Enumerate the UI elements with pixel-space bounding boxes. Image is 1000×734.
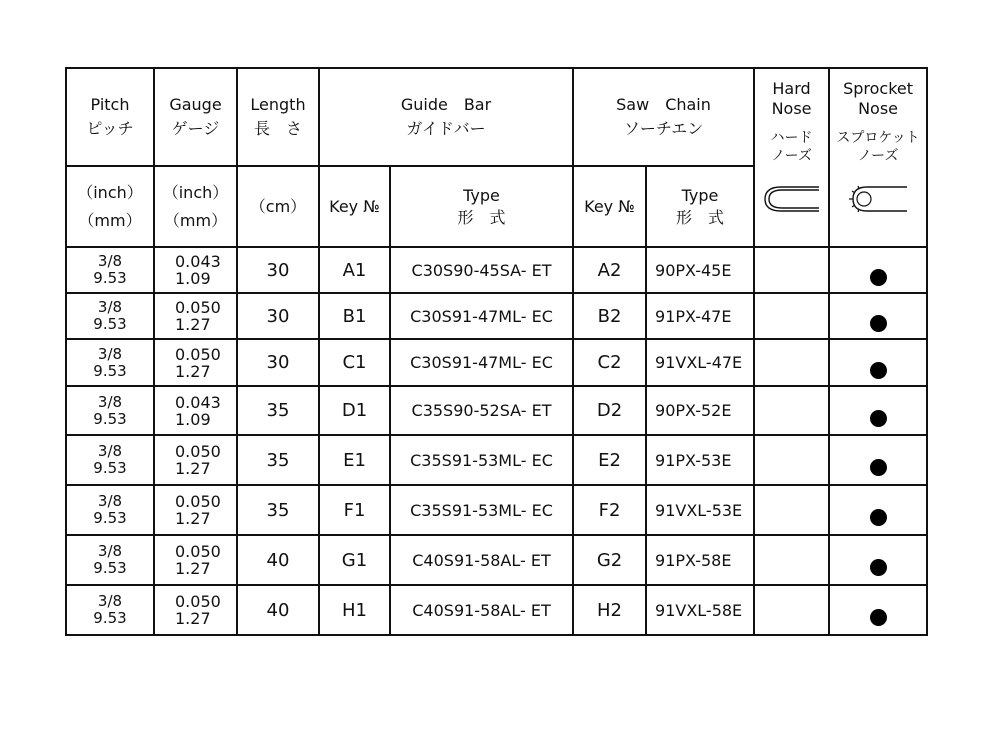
- gauge-units: [154, 166, 237, 247]
- gauge-mm: 1.27: [175, 459, 211, 478]
- pitch-mm: 9.53: [93, 361, 127, 380]
- length-cell: 35: [237, 386, 319, 435]
- hard-nose-cell: [754, 585, 829, 635]
- guide-bar-header-jp: ガイドバー: [406, 119, 486, 138]
- table-row: [66, 585, 927, 635]
- saw-chain-type: 91VXL-58E: [646, 585, 754, 635]
- saw-chain-type: 91PX-58E: [646, 535, 754, 585]
- gauge-cell: [154, 585, 237, 635]
- pitch-inch: 3/8: [97, 442, 123, 460]
- sprocket-nose-mark: [870, 509, 887, 526]
- pitch-cell: [66, 485, 154, 535]
- sprocket-nose-cell: [829, 535, 927, 585]
- pitch-unit-inch: （inch）: [77, 182, 143, 202]
- guide-bar-key: B1: [319, 293, 390, 339]
- length-header: [237, 68, 319, 166]
- pitch-cell: [66, 247, 154, 293]
- pitch-mm: 9.53: [93, 409, 127, 428]
- pitch-cell: [66, 386, 154, 435]
- saw-chain-key: A2: [573, 247, 646, 293]
- length-cell: 40: [237, 585, 319, 635]
- guide-bar-type: C30S90-45SA- ET: [390, 247, 573, 293]
- guide-bar-key: C1: [319, 339, 390, 386]
- guide-bar-key: E1: [319, 435, 390, 485]
- sprocket-nose-mark: [870, 559, 887, 576]
- guide-bar-key-header: [319, 166, 390, 247]
- gauge-mm: 1.27: [175, 315, 211, 334]
- table-body: [66, 247, 927, 635]
- gauge-mm: 1.27: [175, 509, 211, 528]
- gauge-mm: 1.27: [175, 559, 211, 578]
- gauge-cell: [154, 247, 237, 293]
- saw-chain-key: G2: [573, 535, 646, 585]
- length-header-en: Length: [250, 95, 306, 114]
- gauge-header-jp: ゲージ: [171, 119, 220, 138]
- sprocket-nose-header: [829, 68, 927, 247]
- hard-nose-header: [754, 68, 829, 247]
- gauge-mm: 1.09: [175, 409, 211, 429]
- saw-chain-type-jp: 形 式: [676, 207, 725, 227]
- pitch-cell: [66, 585, 154, 635]
- saw-chain-header-en: Saw Chain: [616, 95, 711, 114]
- sprocket-nose-mark: [870, 459, 887, 476]
- guide-bar-type: C40S91-58AL- ET: [390, 535, 573, 585]
- saw-chain-key: C2: [573, 339, 646, 386]
- pitch-cell: [66, 535, 154, 585]
- gauge-inch: 0.043: [175, 392, 221, 412]
- guide-bar-header: [319, 68, 573, 166]
- pitch-mm: 9.53: [93, 609, 127, 627]
- guide-bar-key: F1: [319, 485, 390, 535]
- length-cell: 30: [237, 339, 319, 386]
- sprocket-nose-jp2: ノーズ: [857, 148, 899, 164]
- hard-nose-cell: [754, 339, 829, 386]
- length-cell: 35: [237, 485, 319, 535]
- gauge-inch: 0.050: [175, 442, 221, 461]
- sprocket-nose-en2: Nose: [858, 99, 898, 118]
- length-unit-cm: （cm）: [249, 196, 307, 216]
- sprocket-nose-cell: [829, 339, 927, 386]
- pitch-unit-mm: （mm）: [78, 210, 142, 230]
- saw-chain-header: [573, 68, 754, 166]
- saw-chain-type-header: [646, 166, 754, 247]
- hard-nose-cell: [754, 435, 829, 485]
- length-units: [237, 166, 319, 247]
- sprocket-nose-cell: [829, 293, 927, 339]
- gauge-inch: 0.050: [175, 492, 221, 511]
- sprocket-nose-icon: [845, 179, 911, 219]
- saw-chain-type: 90PX-52E: [646, 386, 754, 435]
- pitch-mm: 9.53: [93, 269, 127, 287]
- pitch-inch: 3/8: [97, 392, 123, 411]
- guide-bar-type: C30S91-47ML- EC: [390, 339, 573, 386]
- sprocket-nose-mark: [870, 362, 887, 379]
- guide-bar-type: C35S91-53ML- EC: [390, 435, 573, 485]
- pitch-inch: 3/8: [97, 592, 123, 610]
- pitch-mm: 9.53: [93, 459, 127, 477]
- sprocket-nose-mark: [870, 609, 887, 626]
- sprocket-nose-cell: [829, 485, 927, 535]
- guide-bar-type: C40S91-58AL- ET: [390, 585, 573, 635]
- sprocket-nose-cell: [829, 247, 927, 293]
- sprocket-nose-mark: [870, 410, 887, 427]
- gauge-inch: 0.043: [175, 252, 221, 271]
- gauge-inch: 0.050: [175, 298, 221, 317]
- guide-bar-type-header: [390, 166, 573, 247]
- saw-chain-header-jp: ソーチエン: [623, 119, 704, 138]
- sprocket-nose-mark: [870, 315, 887, 332]
- table-row: [66, 435, 927, 485]
- pitch-header-jp: ピッチ: [86, 119, 134, 138]
- gauge-cell: [154, 339, 237, 386]
- gauge-mm: 1.27: [175, 609, 211, 628]
- spec-table: [65, 67, 928, 636]
- guide-bar-type-jp: 形 式: [457, 207, 506, 227]
- sprocket-nose-jp1: スプロケット: [836, 130, 920, 146]
- saw-chain-key-header: [573, 166, 646, 247]
- gauge-cell: [154, 535, 237, 585]
- guide-bar-key-label: Key №: [329, 196, 380, 216]
- guide-bar-key: H1: [319, 585, 390, 635]
- table-row: [66, 293, 927, 339]
- gauge-cell: [154, 293, 237, 339]
- length-cell: 30: [237, 293, 319, 339]
- length-cell: 40: [237, 535, 319, 585]
- saw-chain-key: B2: [573, 293, 646, 339]
- guide-bar-type: C30S91-47ML- EC: [390, 293, 573, 339]
- pitch-header-en: Pitch: [90, 95, 130, 114]
- saw-chain-key: D2: [573, 386, 646, 435]
- table-row: [66, 485, 927, 535]
- guide-bar-type: C35S90-52SA- ET: [390, 386, 573, 435]
- saw-chain-key: H2: [573, 585, 646, 635]
- pitch-header: [66, 68, 154, 166]
- guide-bar-key: A1: [319, 247, 390, 293]
- saw-chain-key: F2: [573, 485, 646, 535]
- saw-chain-type-en: Type: [681, 185, 719, 205]
- pitch-mm: 9.53: [93, 559, 127, 577]
- gauge-inch: 0.050: [175, 592, 221, 611]
- table-row: [66, 339, 927, 386]
- length-cell: 35: [237, 435, 319, 485]
- pitch-cell: [66, 339, 154, 386]
- hard-nose-cell: [754, 386, 829, 435]
- saw-chain-key-label: Key №: [584, 196, 635, 216]
- gauge-header-en: Gauge: [169, 95, 222, 114]
- table-row: [66, 386, 927, 435]
- pitch-units: [66, 166, 154, 247]
- pitch-inch: 3/8: [97, 252, 123, 270]
- hard-nose-jp2: ノーズ: [771, 148, 812, 164]
- pitch-inch: 3/8: [97, 344, 123, 363]
- guide-bar-type: C35S91-53ML- EC: [390, 485, 573, 535]
- hard-nose-cell: [754, 535, 829, 585]
- pitch-cell: [66, 435, 154, 485]
- pitch-mm: 9.53: [93, 509, 127, 527]
- guide-bar-key: D1: [319, 386, 390, 435]
- guide-bar-header-en: Guide Bar: [400, 95, 492, 114]
- saw-chain-type: 91VXL-47E: [646, 339, 754, 386]
- saw-chain-type: 91PX-47E: [646, 293, 754, 339]
- gauge-cell: [154, 485, 237, 535]
- gauge-mm: 1.09: [175, 269, 211, 288]
- length-header-jp: 長 さ: [253, 119, 302, 138]
- hard-nose-cell: [754, 293, 829, 339]
- saw-chain-type: 90PX-45E: [646, 247, 754, 293]
- hard-nose-en2: Nose: [771, 99, 812, 118]
- gauge-unit-inch: （inch）: [162, 182, 229, 202]
- table-row: [66, 247, 927, 293]
- pitch-inch: 3/8: [97, 492, 123, 510]
- guide-bar-type-en: Type: [463, 185, 500, 205]
- pitch-inch: 3/8: [97, 298, 123, 316]
- hard-nose-cell: [754, 485, 829, 535]
- guide-bar-key: G1: [319, 535, 390, 585]
- hard-nose-cell: [754, 247, 829, 293]
- gauge-cell: [154, 435, 237, 485]
- gauge-inch: 0.050: [175, 542, 221, 561]
- table-row: [66, 535, 927, 585]
- pitch-cell: [66, 293, 154, 339]
- hard-nose-icon: [761, 179, 823, 219]
- saw-chain-key: E2: [573, 435, 646, 485]
- hard-nose-jp1: ハード: [770, 130, 813, 146]
- gauge-header: [154, 68, 237, 166]
- hard-nose-en1: Hard: [772, 79, 811, 98]
- sprocket-nose-cell: [829, 585, 927, 635]
- sprocket-nose-en1: Sprocket: [843, 79, 913, 98]
- pitch-inch: 3/8: [97, 542, 123, 560]
- gauge-inch: 0.050: [175, 344, 221, 364]
- saw-chain-type: 91PX-53E: [646, 435, 754, 485]
- gauge-cell: [154, 386, 237, 435]
- gauge-mm: 1.27: [175, 361, 211, 381]
- saw-chain-type: 91VXL-53E: [646, 485, 754, 535]
- sprocket-nose-cell: [829, 435, 927, 485]
- length-cell: 30: [237, 247, 319, 293]
- sprocket-nose-cell: [829, 386, 927, 435]
- pitch-mm: 9.53: [93, 315, 127, 333]
- gauge-unit-mm: （mm）: [163, 210, 228, 230]
- sprocket-nose-mark: [870, 269, 887, 286]
